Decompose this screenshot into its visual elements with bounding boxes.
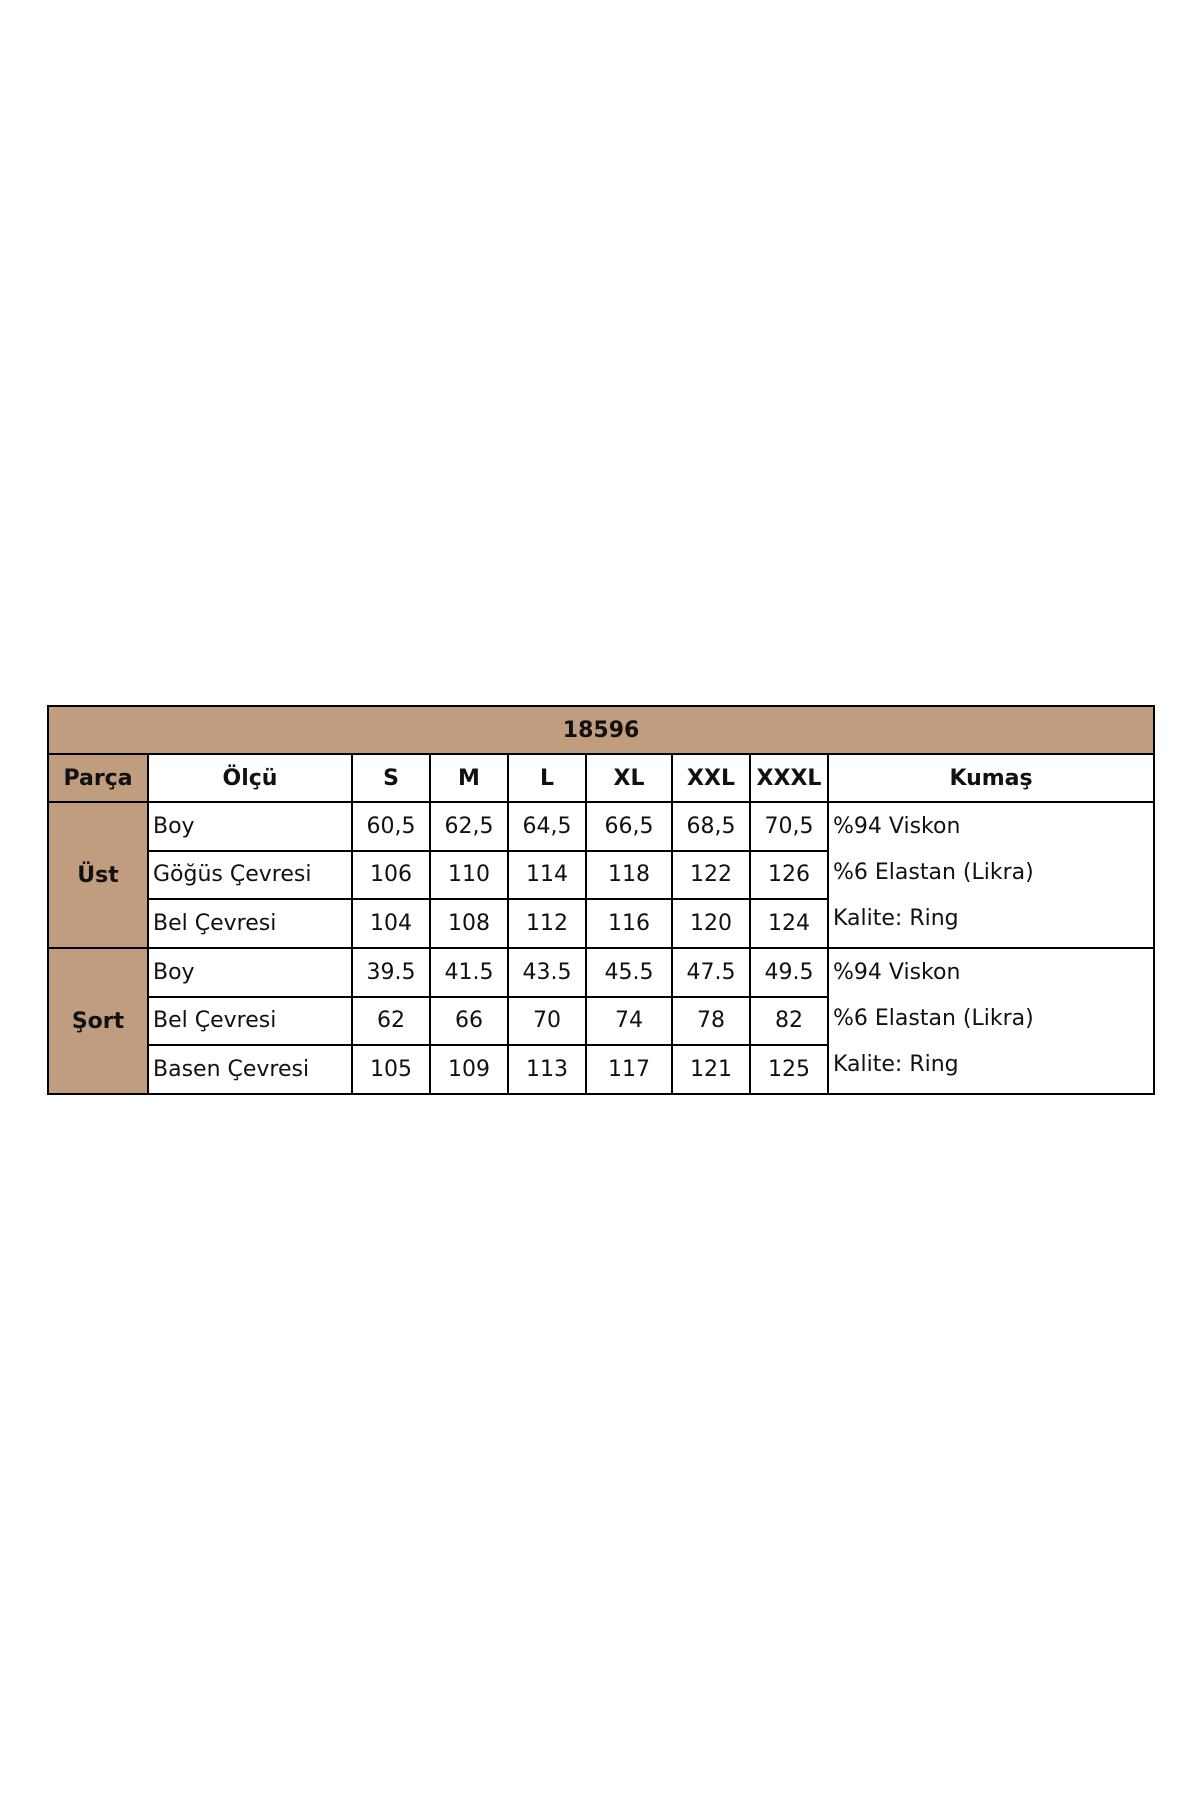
header-size-l: L	[508, 754, 586, 802]
olcu-label: Bel Çevresi	[148, 899, 352, 948]
kumas-line: Kalite: Ring	[833, 906, 959, 931]
value-cell: 70	[508, 997, 586, 1046]
value-cell: 60,5	[352, 802, 430, 851]
value-cell: 82	[750, 997, 828, 1046]
olcu-label: Göğüs Çevresi	[148, 851, 352, 900]
header-size-xxxl: XXXL	[750, 754, 828, 802]
value-cell: 121	[672, 1045, 750, 1094]
value-cell: 117	[586, 1045, 672, 1094]
header-size-xl: XL	[586, 754, 672, 802]
value-cell: 126	[750, 851, 828, 900]
header-size-xxl: XXL	[672, 754, 750, 802]
header-size-m: M	[430, 754, 508, 802]
value-cell: 74	[586, 997, 672, 1046]
header-parca: Parça	[48, 754, 148, 802]
value-cell: 39.5	[352, 948, 430, 997]
header-row	[48, 754, 1154, 802]
value-cell: 125	[750, 1045, 828, 1094]
kumas-line: %6 Elastan (Likra)	[833, 1006, 1034, 1031]
value-cell: 122	[672, 851, 750, 900]
value-cell: 41.5	[430, 948, 508, 997]
value-cell: 118	[586, 851, 672, 900]
olcu-label: Bel Çevresi	[148, 997, 352, 1046]
value-cell: 104	[352, 899, 430, 948]
value-cell: 66,5	[586, 802, 672, 851]
kumas-line: %94 Viskon	[833, 960, 961, 985]
value-cell: 62	[352, 997, 430, 1046]
table-title: 18596	[48, 706, 1154, 754]
value-cell: 105	[352, 1045, 430, 1094]
value-cell: 78	[672, 997, 750, 1046]
value-cell: 114	[508, 851, 586, 900]
value-cell: 68,5	[672, 802, 750, 851]
value-cell: 45.5	[586, 948, 672, 997]
size-chart-table	[47, 705, 1155, 1095]
header-size-s: S	[352, 754, 430, 802]
kumas-sort	[828, 948, 1154, 1094]
value-cell: 109	[430, 1045, 508, 1094]
table-row	[48, 802, 1154, 851]
parca-ust: Üst	[48, 802, 148, 948]
value-cell: 112	[508, 899, 586, 948]
value-cell: 64,5	[508, 802, 586, 851]
olcu-label: Boy	[148, 948, 352, 997]
value-cell: 113	[508, 1045, 586, 1094]
value-cell: 124	[750, 899, 828, 948]
table-row	[48, 948, 1154, 997]
header-olcu: Ölçü	[148, 754, 352, 802]
value-cell: 108	[430, 899, 508, 948]
kumas-line: %6 Elastan (Likra)	[833, 860, 1034, 885]
value-cell: 110	[430, 851, 508, 900]
value-cell: 106	[352, 851, 430, 900]
parca-sort: Şort	[48, 948, 148, 1094]
header-kumas: Kumaş	[828, 754, 1154, 802]
value-cell: 120	[672, 899, 750, 948]
value-cell: 116	[586, 899, 672, 948]
kumas-line: %94 Viskon	[833, 814, 961, 839]
olcu-label: Boy	[148, 802, 352, 851]
kumas-ust	[828, 802, 1154, 948]
olcu-label: Basen Çevresi	[148, 1045, 352, 1094]
value-cell: 62,5	[430, 802, 508, 851]
value-cell: 47.5	[672, 948, 750, 997]
value-cell: 43.5	[508, 948, 586, 997]
value-cell: 70,5	[750, 802, 828, 851]
kumas-line: Kalite: Ring	[833, 1052, 959, 1077]
value-cell: 66	[430, 997, 508, 1046]
value-cell: 49.5	[750, 948, 828, 997]
